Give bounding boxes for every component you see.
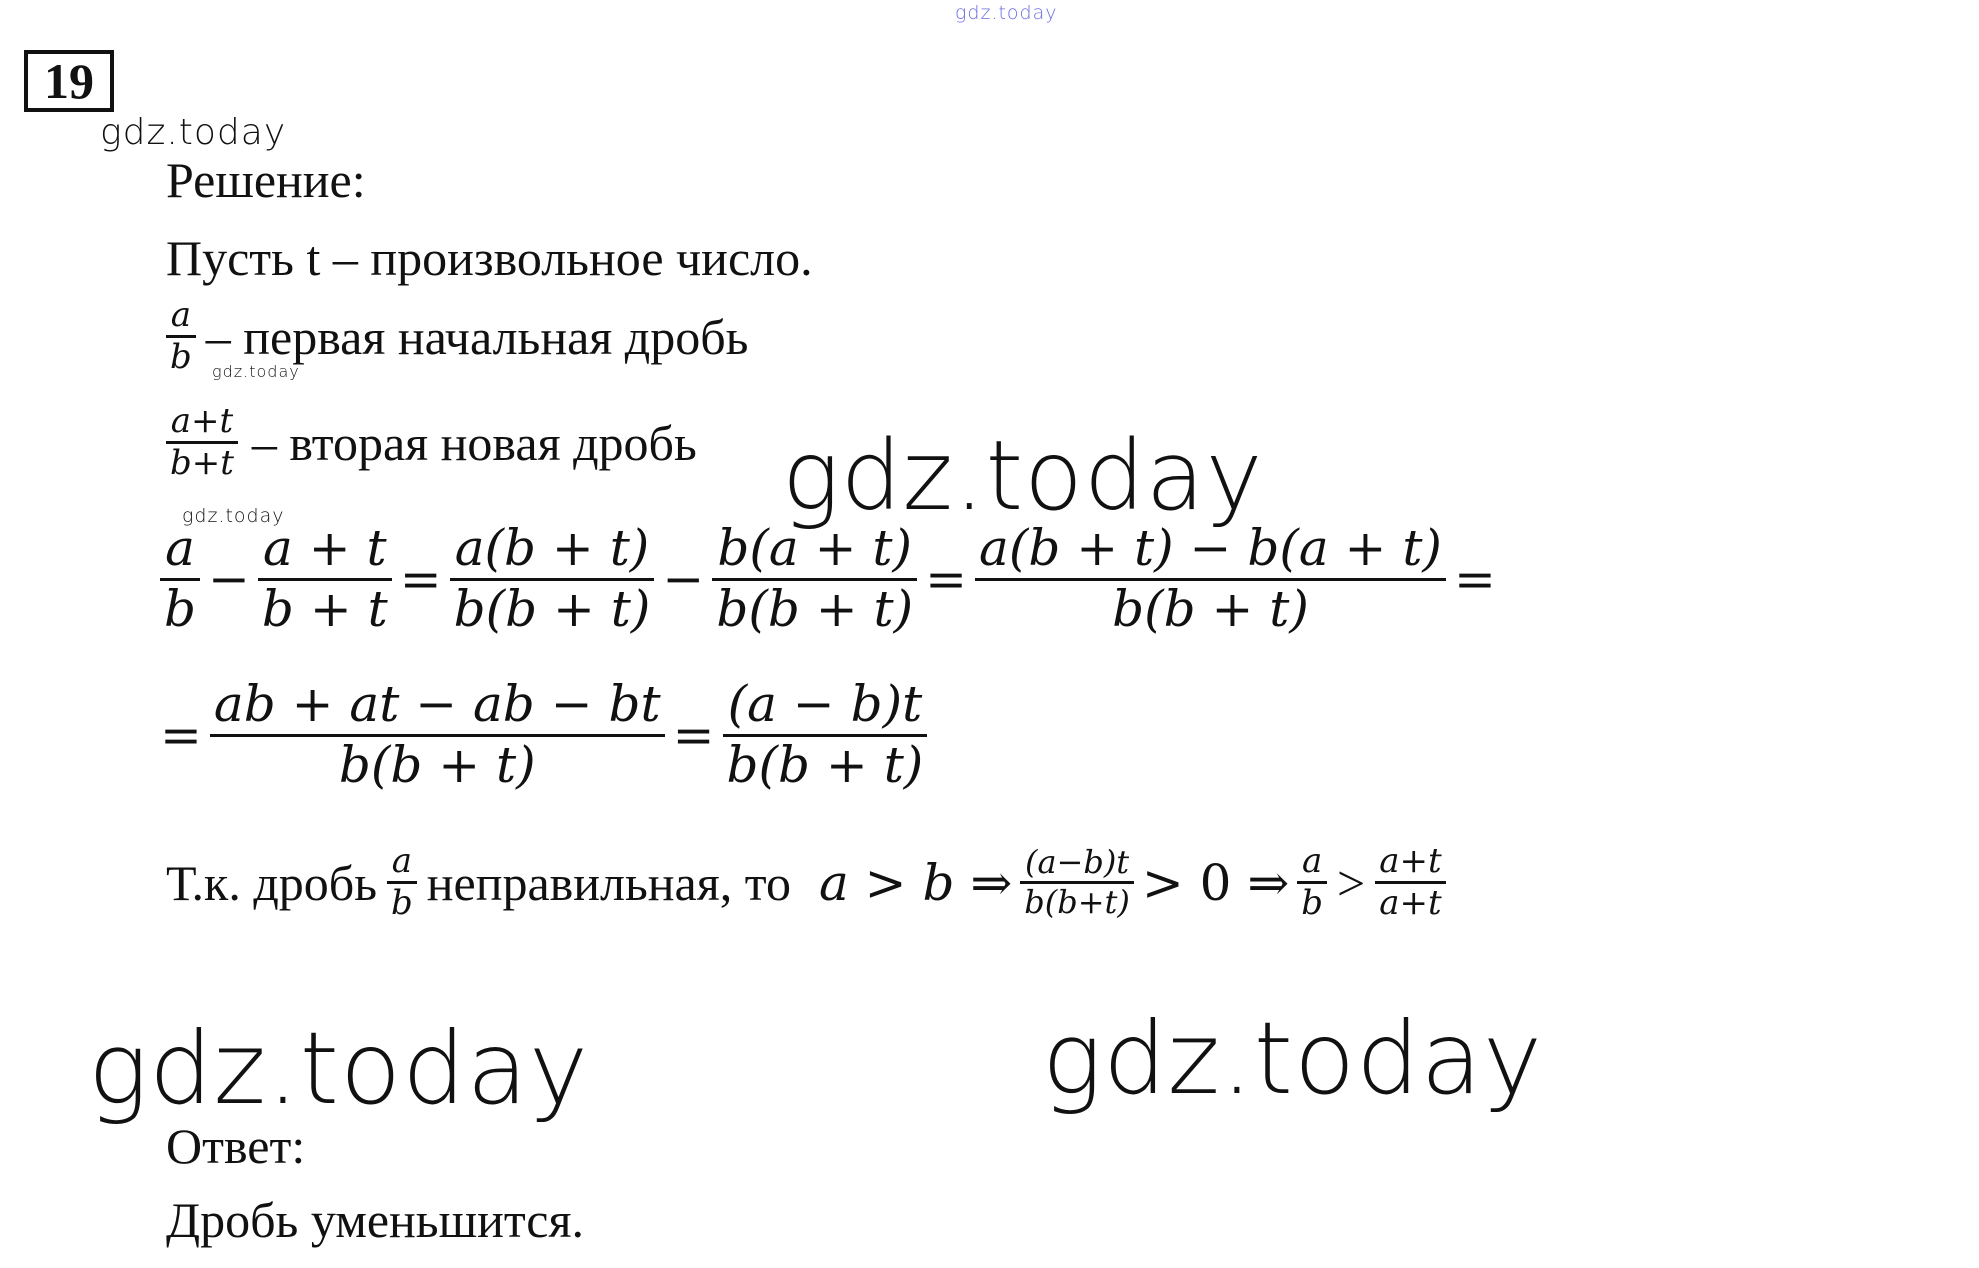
watermark-large: gdz.today: [782, 420, 1264, 532]
equation-line-2: = $\frac{ab + at - ab - bt}{b(b + t)}$ = $\frac{(a - b)t}{b(b + t)}$: [160, 676, 927, 794]
answer-text: Дробь уменьшится.: [166, 1192, 584, 1248]
fraction: $\frac{ab + at - ab - bt}{b(b + t)}$: [210, 676, 665, 794]
fraction: $\frac{a + t}{b + t}$: [258, 520, 392, 638]
conclusion-line: Т.к. дробь $\frac{a}{b}$ неправильная, то a > b ⇒ $\frac{(a-b)t}{b(b+t)}$ > 0 ⇒ $\frac{a}{b}$ > $\frac{a+t}{a+t}$: [166, 842, 1446, 923]
fraction: $\frac{a}{b}$: [1297, 842, 1327, 923]
watermark-top: gdz.today: [955, 2, 1058, 24]
fraction: $\frac{a+t}{b+t}$: [166, 402, 238, 483]
fraction: $\frac{a}{b}$: [387, 842, 417, 923]
problem-number: 19: [24, 50, 114, 112]
answer-label: Ответ:: [166, 1118, 306, 1174]
watermark-large: gdz.today: [88, 1010, 590, 1127]
watermark-large: gdz.today: [1042, 1000, 1544, 1117]
watermark: gdz.today: [182, 505, 285, 527]
equation-line-1: $\frac{a}{b}$ − $\frac{a + t}{b + t}$ = $\frac{a(b + t)}{b(b + t)}$ − $\frac{b(a + t)}{b(b + t)}$ = $\frac{a(b + t) - b(a + t)}{b(b + t)}$ =: [160, 520, 1504, 638]
fraction: $\frac{a(b + t) - b(a + t)}{b(b + t)}$: [975, 520, 1446, 638]
fraction: $\frac{a(b + t)}{b(b + t)}$: [450, 520, 655, 638]
fraction: $\frac{(a - b)t}{b(b + t)}$: [723, 676, 928, 794]
fraction: $\frac{a+t}{a+t}$: [1375, 842, 1445, 923]
solution-label: Решение:: [166, 152, 366, 208]
statement-line: Пусть t – произвольное число.: [166, 230, 813, 286]
fraction: $\frac{a}{b}$: [166, 296, 196, 377]
watermark: gdz.today: [100, 112, 287, 153]
fraction: $\frac{(a-b)t}{b(b+t)}$: [1020, 844, 1134, 921]
second-fraction-line: $\frac{a+t}{b+t}$ – вторая новая дробь: [166, 402, 697, 483]
watermark: gdz.today: [212, 362, 300, 381]
fraction: $\frac{a}{b}$: [160, 520, 200, 638]
first-fraction-line: $\frac{a}{b}$ – первая начальная дробь: [166, 296, 748, 377]
fraction: $\frac{b(a + t)}{b(b + t)}$: [712, 520, 917, 638]
